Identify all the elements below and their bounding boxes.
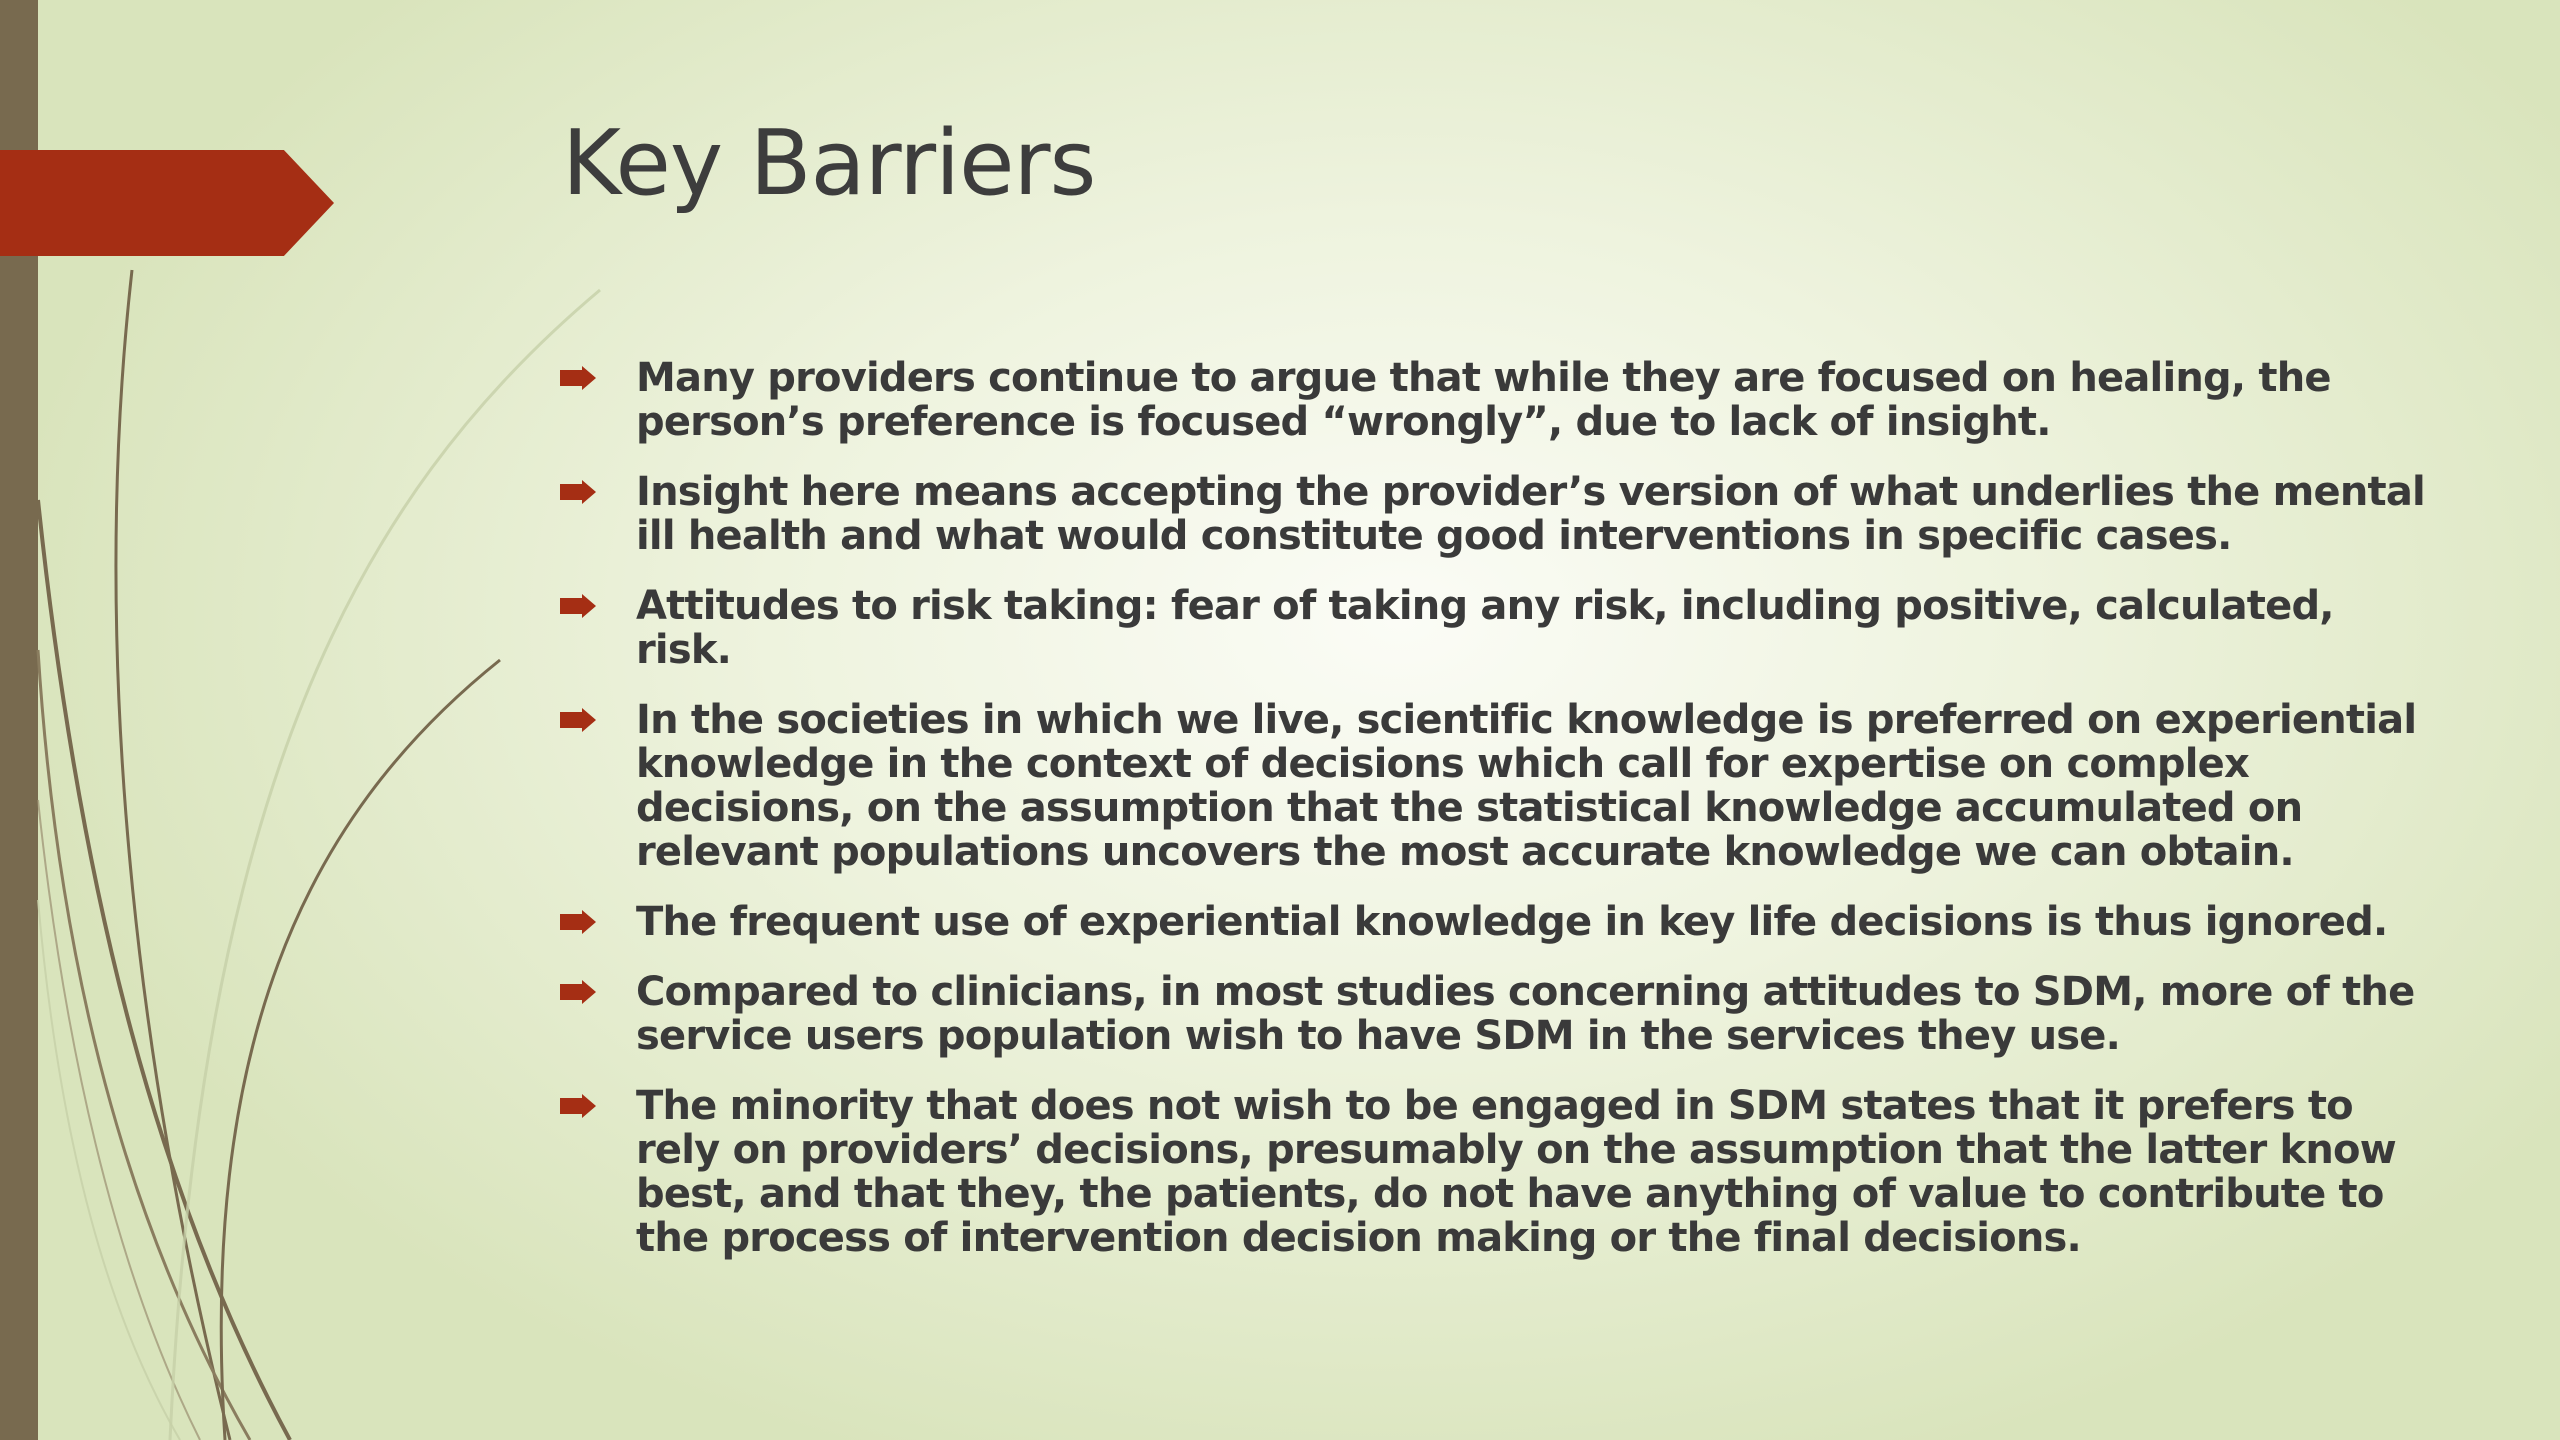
bullet-list <box>560 356 2430 1286</box>
arrow-bullet-icon <box>560 980 596 1004</box>
bullet-text: Attitudes to risk taking: fear of taking any risk, including positive, calculated, risk. <box>636 583 2334 673</box>
bullet-text: Compared to clinicians, in most studies concerning attitudes to SDM, more of the service users population wish to have SDM in the services they use. <box>636 969 2415 1059</box>
bullet-item <box>560 584 2430 672</box>
bullet-text: Many providers continue to argue that while they are focused on healing, the person’s preference is focused “wrongly”, due to lack of insight. <box>636 355 2331 445</box>
arrow-bullet-icon <box>560 708 596 732</box>
bullet-text: In the societies in which we live, scientific knowledge is preferred on experiential knowledge in the context of decisions which call for expertise on complex decisions, on the assumption that the statistical knowledge accumulated on relevant populations uncovers the most accurate knowledge we can obtain. <box>636 697 2417 875</box>
arrow-bullet-icon <box>560 910 596 934</box>
arrow-bullet-icon <box>560 594 596 618</box>
arrow-bullet-icon <box>560 480 596 504</box>
slide-title: Key Barriers <box>562 111 1096 216</box>
bullet-item <box>560 356 2430 444</box>
bullet-item <box>560 698 2430 874</box>
arrow-bullet-icon <box>560 1094 596 1118</box>
bullet-item <box>560 970 2430 1058</box>
bullet-text: Insight here means accepting the provider’s version of what underlies the mental ill health and what would constitute good interventions in specific cases. <box>636 469 2425 559</box>
bullet-item <box>560 1084 2430 1260</box>
bullet-item <box>560 900 2430 944</box>
bullet-text: The minority that does not wish to be engaged in SDM states that it prefers to rely on providers’ decisions, presumably on the assumption that the latter know best, and that they, the patients, do not have anything of value to contribute to the process of intervention decision making or the final decisions. <box>636 1083 2396 1261</box>
bullet-item <box>560 470 2430 558</box>
arrow-bullet-icon <box>560 366 596 390</box>
bullet-text: The frequent use of experiential knowledge in key life decisions is thus ignored. <box>636 899 2388 945</box>
title-arrow-tab <box>0 150 334 256</box>
